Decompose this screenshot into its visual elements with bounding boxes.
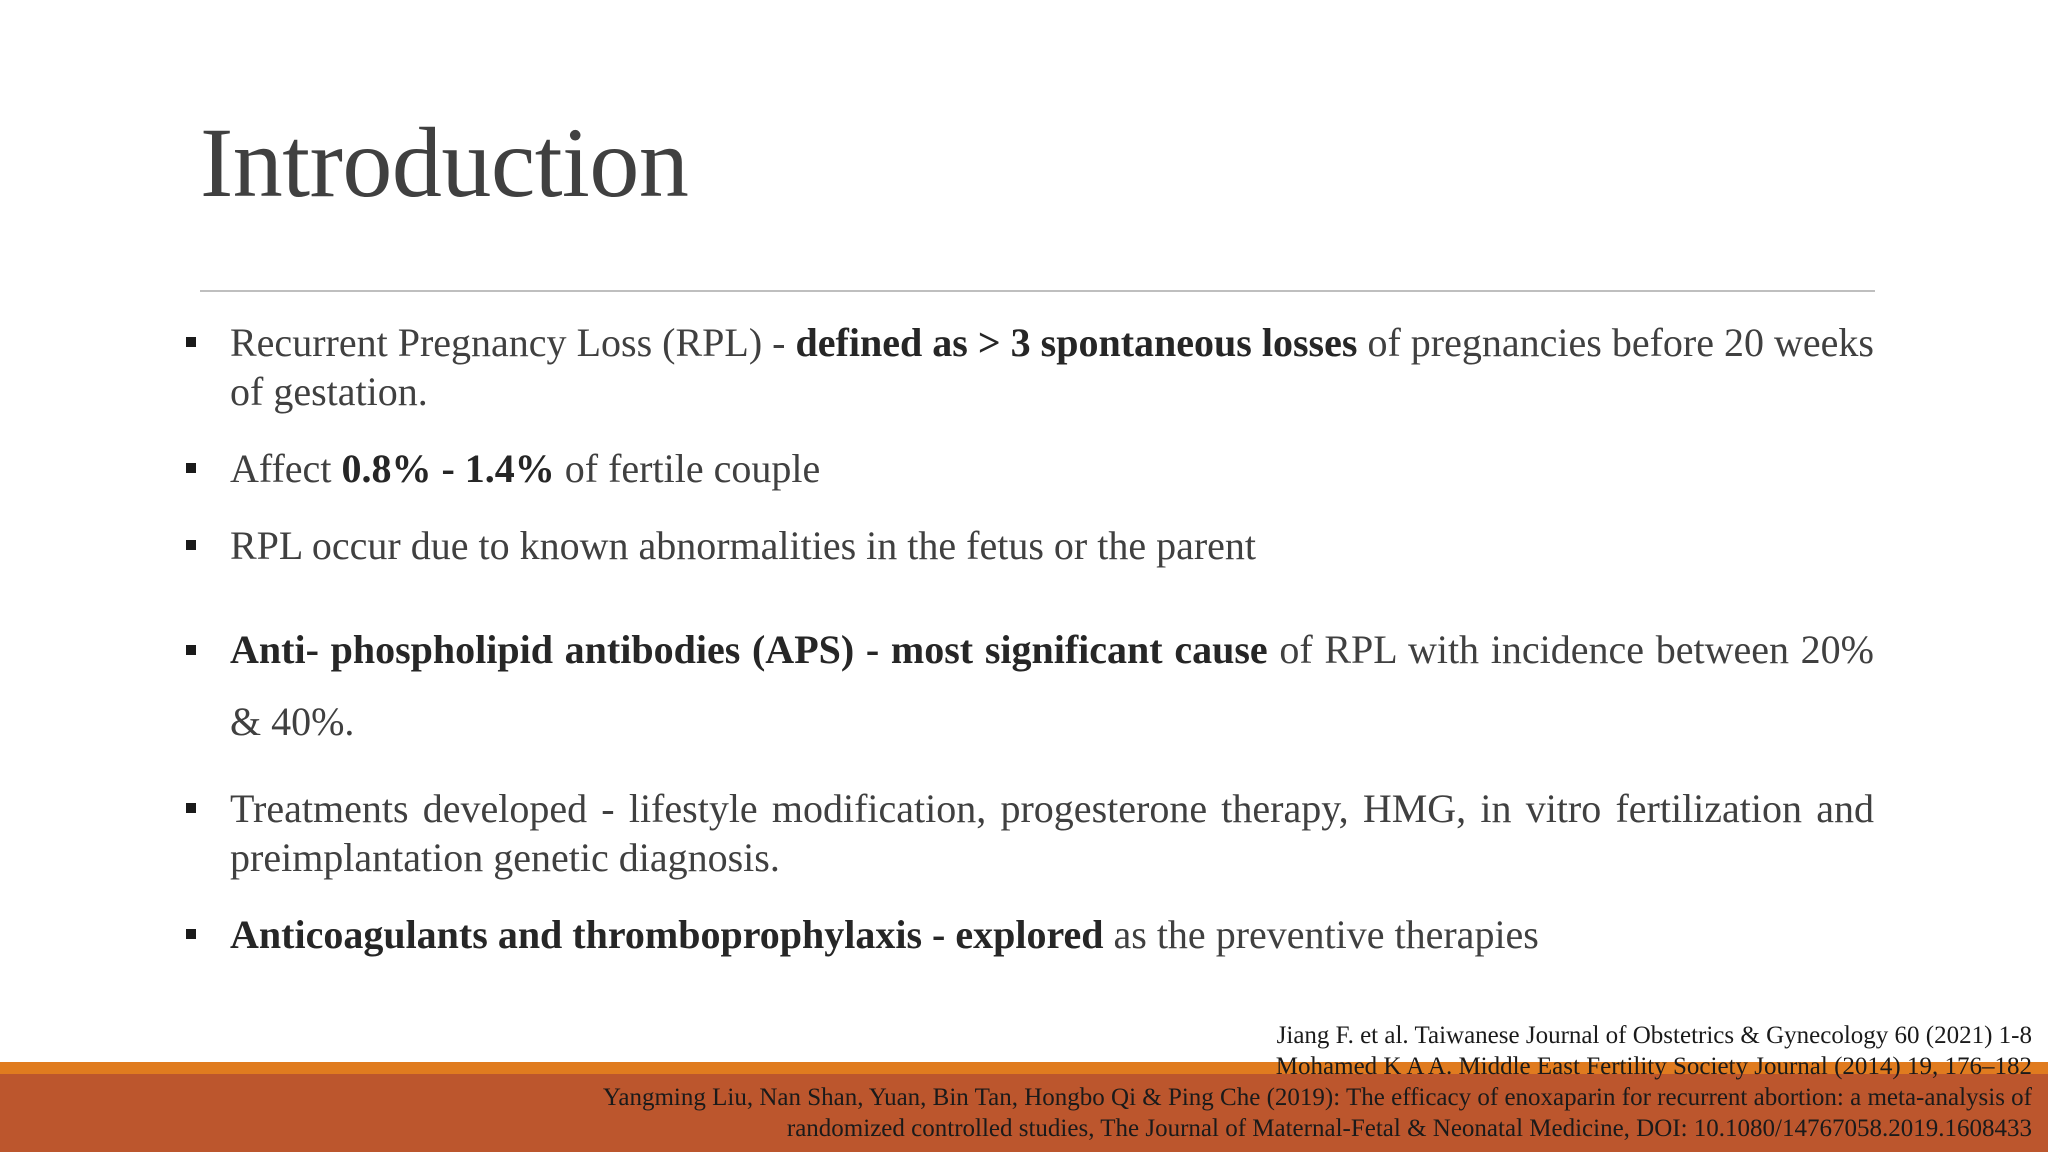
bullet-prevalence [186, 444, 1874, 493]
reference-liu-line1: Yangming Liu, Nan Shan, Yuan, Bin Tan, Hongbo Qi & Ping Che (2019): The efficacy of enoxaparin for recurrent abortion: a meta-analysis of [602, 1084, 2032, 1111]
bullet-text-bold: Anti- phospholipid antibodies (APS) - most significant cause [230, 627, 1268, 672]
square-bullet-icon [186, 463, 196, 473]
bullet-list [186, 318, 1874, 959]
bullet-text-plain: RPL occur due to known abnormalities in the fetus or the parent [230, 523, 1257, 568]
square-bullet-icon [186, 540, 196, 550]
reference-liu-line2: randomized controlled studies, The Journal of Maternal-Fetal & Neonatal Medicine, DOI: 10.1080/14767058.2019.1608433 [786, 1115, 2032, 1142]
bullet-text-plain: of RPL with incidence between 20% & 40%. [230, 627, 1874, 744]
bullet-causes [186, 521, 1874, 570]
bullet-text-plain: as the preventive therapies [1103, 912, 1539, 957]
references-upper [1276, 1020, 2032, 1082]
bullet-anticoagulants [186, 910, 1874, 959]
square-bullet-icon [186, 803, 196, 813]
bullet-text-bold: 0.8% - 1.4% [341, 446, 555, 491]
bullet-aps [186, 614, 1874, 758]
reference-mohamed: Mohamed K A A. Middle East Fertility Society Journal (2014) 19, 176–182 [1275, 1053, 2032, 1080]
square-bullet-icon [186, 645, 196, 655]
square-bullet-icon [186, 929, 196, 939]
reference-jiang: Jiang F. et al. Taiwanese Journal of Obstetrics & Gynecology 60 (2021) 1-8 [1276, 1022, 2032, 1049]
references-lower [603, 1082, 2032, 1144]
bullet-text-bold: Anticoagulants and thromboprophylaxis - explored [230, 912, 1104, 957]
bullet-text-plain: Affect [230, 446, 342, 491]
bullet-text-plain: Recurrent Pregnancy Loss (RPL) - [230, 320, 796, 365]
square-bullet-icon [186, 337, 196, 347]
bullet-rpl-definition [186, 318, 1874, 416]
title-divider [200, 290, 1875, 292]
slide-title: Introduction [200, 107, 689, 218]
bullet-text-bold: defined as > 3 spontaneous losses [795, 320, 1358, 365]
bullet-text-plain: Treatments developed - lifestyle modification, progesterone therapy, HMG, in vitro fertilization and preimplantation genetic diagnosis. [230, 786, 1874, 880]
bullet-text-plain: of pregnancies before 20 weeks of gestation. [230, 320, 1874, 414]
bullet-text-plain: of fertile couple [554, 446, 821, 491]
bullet-treatments [186, 784, 1874, 882]
